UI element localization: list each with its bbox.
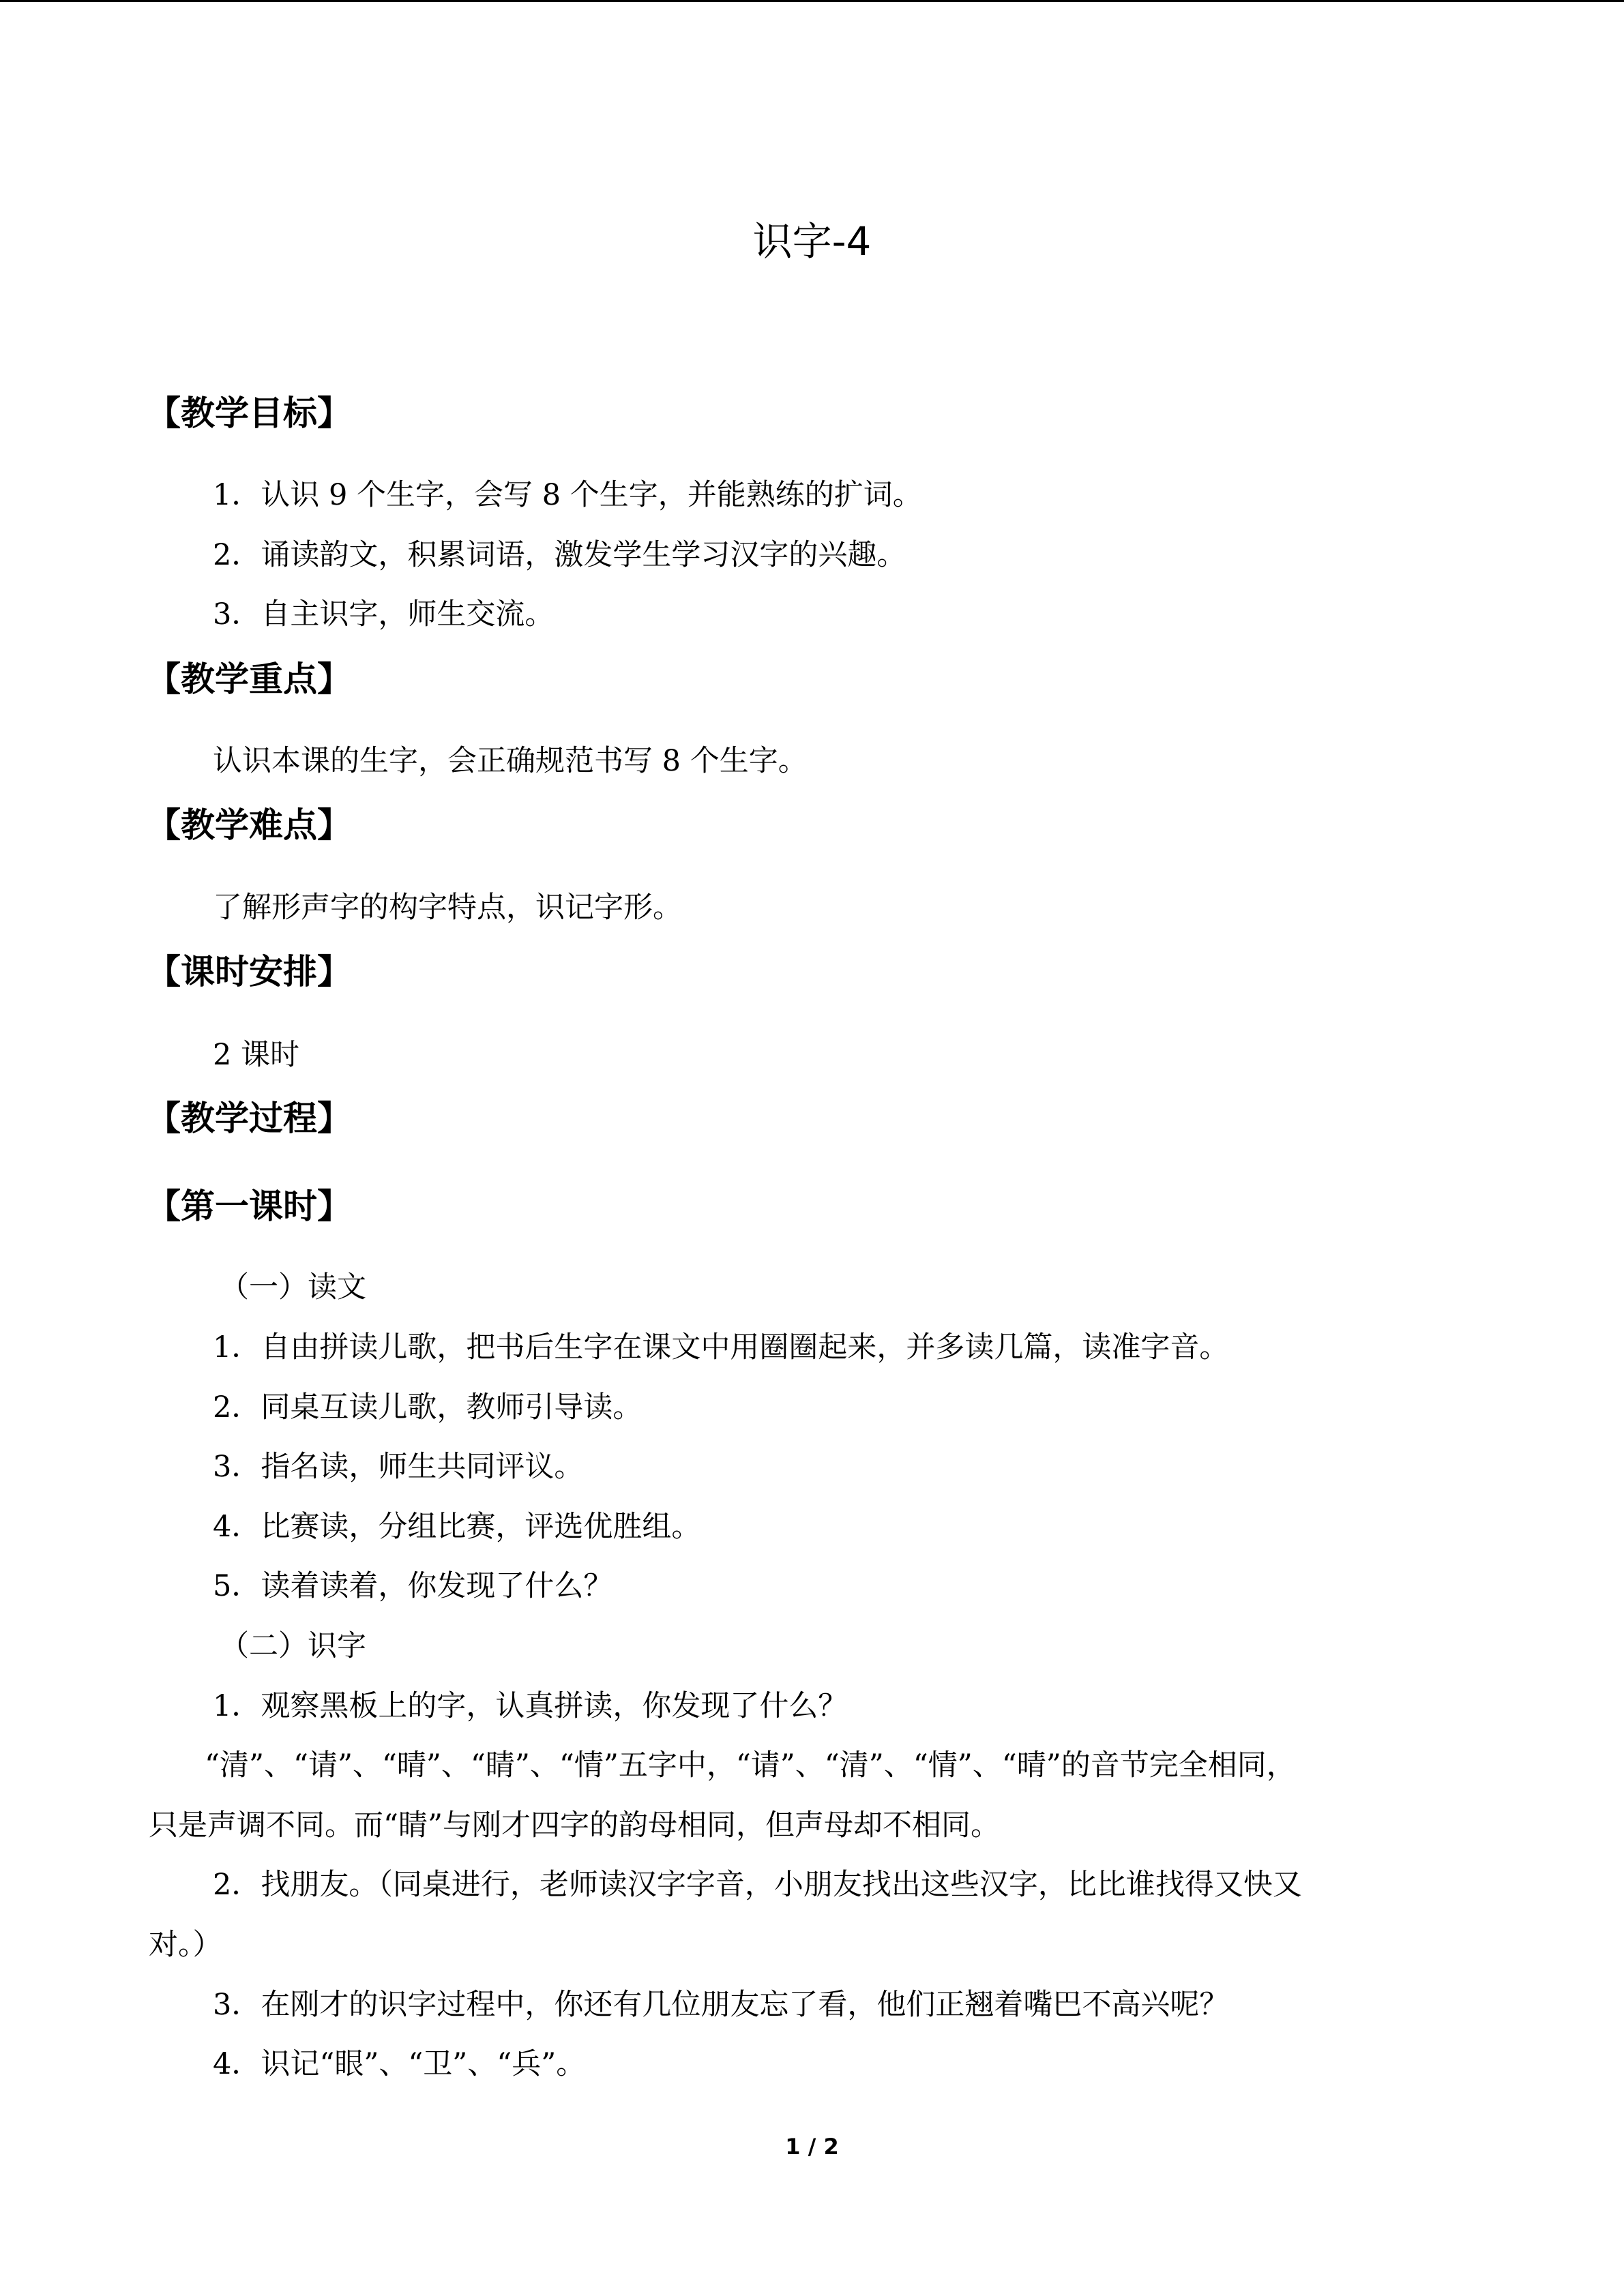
- document-title: 识字-4: [752, 218, 872, 265]
- recognition-item: 4．识记“眼”、“卫”、“兵”。: [213, 2047, 586, 2081]
- goal-item: 1．认识 9 个生字，会写 8 个生字，并能熟练的扩词。: [213, 478, 922, 512]
- heading-schedule: 【课时安排】: [147, 952, 351, 992]
- part-title-character-recognition: （二）识字: [220, 1629, 366, 1663]
- goal-item: 2．诵读韵文，积累词语，激发学生学习汉字的兴趣。: [213, 538, 906, 572]
- difficulties-text: 了解形声字的构字特点，识记字形。: [213, 891, 682, 925]
- reading-item: 2．同桌互读儿歌，教师引导读。: [213, 1390, 643, 1425]
- heading-first-lesson: 【第一课时】: [147, 1187, 351, 1226]
- recognition-item: 3．在刚才的识字过程中，你还有几位朋友忘了看，他们正翘着嘴巴不高兴呢？: [213, 1988, 1229, 2022]
- reading-item: 1．自由拼读儿歌，把书后生字在课文中用圈圈起来，并多读几篇，读准字音。: [213, 1330, 1229, 1365]
- heading-process: 【教学过程】: [147, 1099, 351, 1138]
- heading-difficulties: 【教学难点】: [147, 805, 351, 845]
- part-title-reading: （一）读文: [220, 1270, 366, 1304]
- page-number: 1 / 2: [785, 2134, 839, 2160]
- reading-item: 5．读着读着，你发现了什么？: [213, 1569, 613, 1603]
- recognition-item: 1．观察黑板上的字，认真拼读，你发现了什么？: [213, 1689, 848, 1723]
- heading-key-points: 【教学重点】: [147, 659, 351, 699]
- reading-item: 4．比赛读，分组比赛，评选优胜组。: [213, 1510, 701, 1544]
- goal-item: 3．自主识字，师生交流。: [213, 597, 555, 631]
- heading-teaching-goals: 【教学目标】: [147, 393, 351, 433]
- recognition-explanation: “清”、“请”、“晴”、“睛”、“情”五字中，“请”、“清”、“情”、“晴”的音节完全相同，: [205, 1748, 1296, 1783]
- reading-item: 3．指名读，师生共同评议。: [213, 1450, 584, 1484]
- schedule-text: 2 课时: [213, 1038, 300, 1072]
- recognition-item: 2．找朋友。（同桌进行，老师读汉字字音，小朋友找出这些汉字，比比谁找得又快又: [213, 1868, 1302, 1902]
- recognition-item: 对。）: [149, 1928, 222, 1962]
- key-points-text: 认识本课的生字，会正确规范书写 8 个生字。: [213, 744, 808, 778]
- recognition-explanation: 只是声调不同。而“睛”与刚才四字的韵母相同，但声母却不相同。: [149, 1808, 1000, 1843]
